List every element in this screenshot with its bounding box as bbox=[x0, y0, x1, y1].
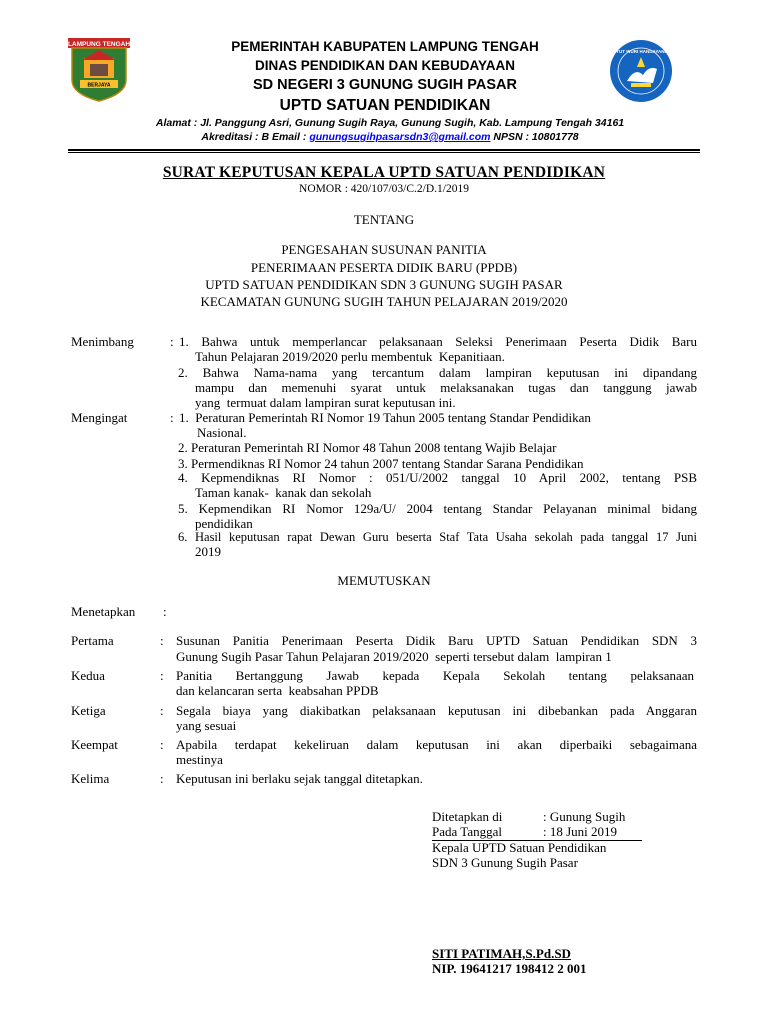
subject-line-4: KECAMATAN GUNUNG SUGIH TAHUN PELAJARAN 2019/2020 bbox=[200, 294, 568, 309]
npsn-text: NPSN : 10801778 bbox=[490, 131, 579, 143]
menimbang-item-1-cont: Tahun Pelajaran 2019/2020 perlu membentuk Kepanitiaan. bbox=[195, 349, 505, 364]
mengingat-item-5: 5. Kepmendikan RI Nomor 129a/U/ 2004 tentang Standar Pelayanan minimal bidang bbox=[178, 501, 697, 516]
document-number: NOMOR : 420/107/03/C.2/D.1/2019 bbox=[299, 183, 469, 195]
menimbang-label: Menimbang bbox=[71, 334, 134, 349]
decision-pertama-line-2: Gunung Sugih Pasar Tahun Pelajaran 2019/2020 seperti tersebut dalam lampiran 1 bbox=[176, 649, 612, 664]
decision-kedua-line-1: Panitia Bertanggung Jawab kepada Kepala Sekolah tentang pelaksanaan bbox=[176, 668, 694, 683]
decision-ketiga-line-1: Segala biaya yang diakibatkan pelaksanaan keputusan ini dibebankan pada Anggaran bbox=[176, 703, 697, 718]
lampung-tengah-logo bbox=[68, 38, 130, 102]
header-government: PEMERINTAH KABUPATEN LAMPUNG TENGAH bbox=[231, 39, 539, 54]
decision-kedua-line-2: dan kelancaran serta keabsahan PPDB bbox=[176, 683, 379, 698]
decision-ketiga-line-2: yang sesuai bbox=[176, 718, 237, 733]
decision-label-menetapkan: Menetapkan bbox=[71, 604, 136, 619]
logo-left-motto: BERJAYA bbox=[87, 82, 111, 89]
decision-colon: : bbox=[163, 604, 167, 619]
decision-colon: : bbox=[160, 668, 164, 683]
mengingat-item-3: 3. Permendiknas RI Nomor 24 tahun 2007 tentang Standar Sarana Pendidikan bbox=[178, 456, 584, 471]
place-label: Ditetapkan di bbox=[432, 809, 503, 824]
mengingat-item-4-cont: Taman kanak- kanak dan sekolah bbox=[195, 485, 372, 500]
signer-position-1: Kepala UPTD Satuan Pendidikan bbox=[432, 840, 607, 855]
decision-kelima-line-1: Keputusan ini berlaku sejak tanggal ditetapkan. bbox=[176, 771, 423, 786]
mengingat-item-1-cont: Nasional. bbox=[197, 425, 247, 440]
decision-colon: : bbox=[160, 633, 164, 648]
menimbang-item-2-cont2: yang termuat dalam lampiran surat keputusan ini. bbox=[195, 395, 456, 410]
mengingat-item-6-cont: 2019 bbox=[195, 544, 221, 559]
place-value: : Gunung Sugih bbox=[543, 809, 626, 824]
decision-label-kedua: Kedua bbox=[71, 668, 105, 683]
subject-line-2: PENERIMAAN PESERTA DIDIK BARU (PPDB) bbox=[250, 260, 518, 275]
header-divider bbox=[68, 149, 700, 151]
date-value: : 18 Juni 2019 bbox=[543, 824, 618, 839]
date-label: Pada Tanggal bbox=[432, 824, 502, 839]
tentang-heading: TENTANG bbox=[353, 212, 415, 227]
header-school: SD NEGERI 3 GUNUNG SUGIH PASAR bbox=[253, 77, 517, 93]
signer-position-2: SDN 3 Gunung Sugih Pasar bbox=[432, 855, 578, 870]
decision-label-pertama: Pertama bbox=[71, 633, 114, 648]
header-unit: UPTD SATUAN PENDIDIKAN bbox=[279, 97, 491, 114]
decision-label-kelima: Kelima bbox=[71, 771, 110, 786]
accreditation-text: Akreditasi : B Email : bbox=[201, 131, 310, 143]
decision-label-keempat: Keempat bbox=[71, 737, 118, 752]
mengingat-colon: : bbox=[170, 410, 174, 425]
menimbang-item-2-cont: mampu dan memenuhi syarat untuk melaksanakan tugas dan tanggung jawab bbox=[195, 380, 697, 395]
email-link[interactable]: gunungsugihpasarsdn3@gmail.com bbox=[309, 131, 491, 143]
document-title-wrap bbox=[70, 164, 698, 182]
header-accreditation-line bbox=[110, 131, 670, 143]
decision-colon: : bbox=[160, 771, 164, 786]
mengingat-label: Mengingat bbox=[71, 410, 128, 425]
subject-line-3: UPTD SATUAN PENDIDIKAN SDN 3 GUNUNG SUGIH PASAR bbox=[205, 277, 563, 292]
logo-left-text: LAMPUNG TENGAH bbox=[68, 41, 130, 48]
decision-keempat-line-2: mestinya bbox=[176, 752, 223, 767]
menimbang-colon: : bbox=[170, 334, 174, 349]
decision-keempat-line-1: Apabila terdapat kekeliruan dalam keputusan ini akan diperbaiki sebagaimana bbox=[176, 737, 697, 752]
menimbang-item-1: 1. Bahwa untuk memperlancar pelaksanaan Seleksi Penerimaan Peserta Didik Baru bbox=[179, 334, 697, 349]
mengingat-item-6: 6. Hasil keputusan rapat Dewan Guru beserta Staf Tata Usaha sekolah pada tanggal 17 Juni bbox=[178, 530, 697, 544]
decision-colon: : bbox=[160, 703, 164, 718]
header-department: DINAS PENDIDIKAN DAN KEBUDAYAAN bbox=[254, 58, 516, 73]
memutuskan-heading: MEMUTUSKAN bbox=[337, 573, 431, 588]
mengingat-item-1: 1. Peraturan Pemerintah RI Nomor 19 Tahun 2005 tentang Standar Pendidikan bbox=[179, 410, 591, 425]
signer-name: SITI PATIMAH,S.Pd.SD bbox=[432, 946, 571, 961]
header-address: Alamat : Jl. Panggung Asri, Gunung Sugih Raya, Gunung Sugih, Kab. Lampung Tengah 34161 bbox=[155, 117, 625, 129]
mengingat-item-2: 2. Peraturan Pemerintah RI Nomor 48 Tahun 2008 tentang Wajib Belajar bbox=[178, 440, 557, 455]
signer-nip: NIP. 19641217 198412 2 001 bbox=[432, 961, 587, 976]
subject-line-1: PENGESAHAN SUSUNAN PANITIA bbox=[281, 242, 487, 257]
document-title: SURAT KEPUTUSAN KEPALA UPTD SATUAN PENDIDIKAN bbox=[162, 164, 606, 181]
mengingat-item-4: 4. Kepmendiknas RI Nomor : 051/U/2002 tanggal 10 April 2002, tentang PSB bbox=[178, 470, 697, 485]
decision-pertama-line-1: Susunan Panitia Penerimaan Peserta Didik Baru UPTD Satuan Pendidikan SDN 3 bbox=[176, 633, 697, 648]
header-divider-thin bbox=[68, 152, 700, 153]
logo-right-motto: TUT WURI HANDAYANI bbox=[616, 49, 666, 54]
mengingat-item-5-cont: pendidikan bbox=[195, 516, 253, 531]
menimbang-item-2: 2. Bahwa Nama-nama yang tercantum dalam lampiran keputusan ini dipandang bbox=[178, 365, 697, 380]
decision-label-ketiga: Ketiga bbox=[71, 703, 106, 718]
decision-colon: : bbox=[160, 737, 164, 752]
